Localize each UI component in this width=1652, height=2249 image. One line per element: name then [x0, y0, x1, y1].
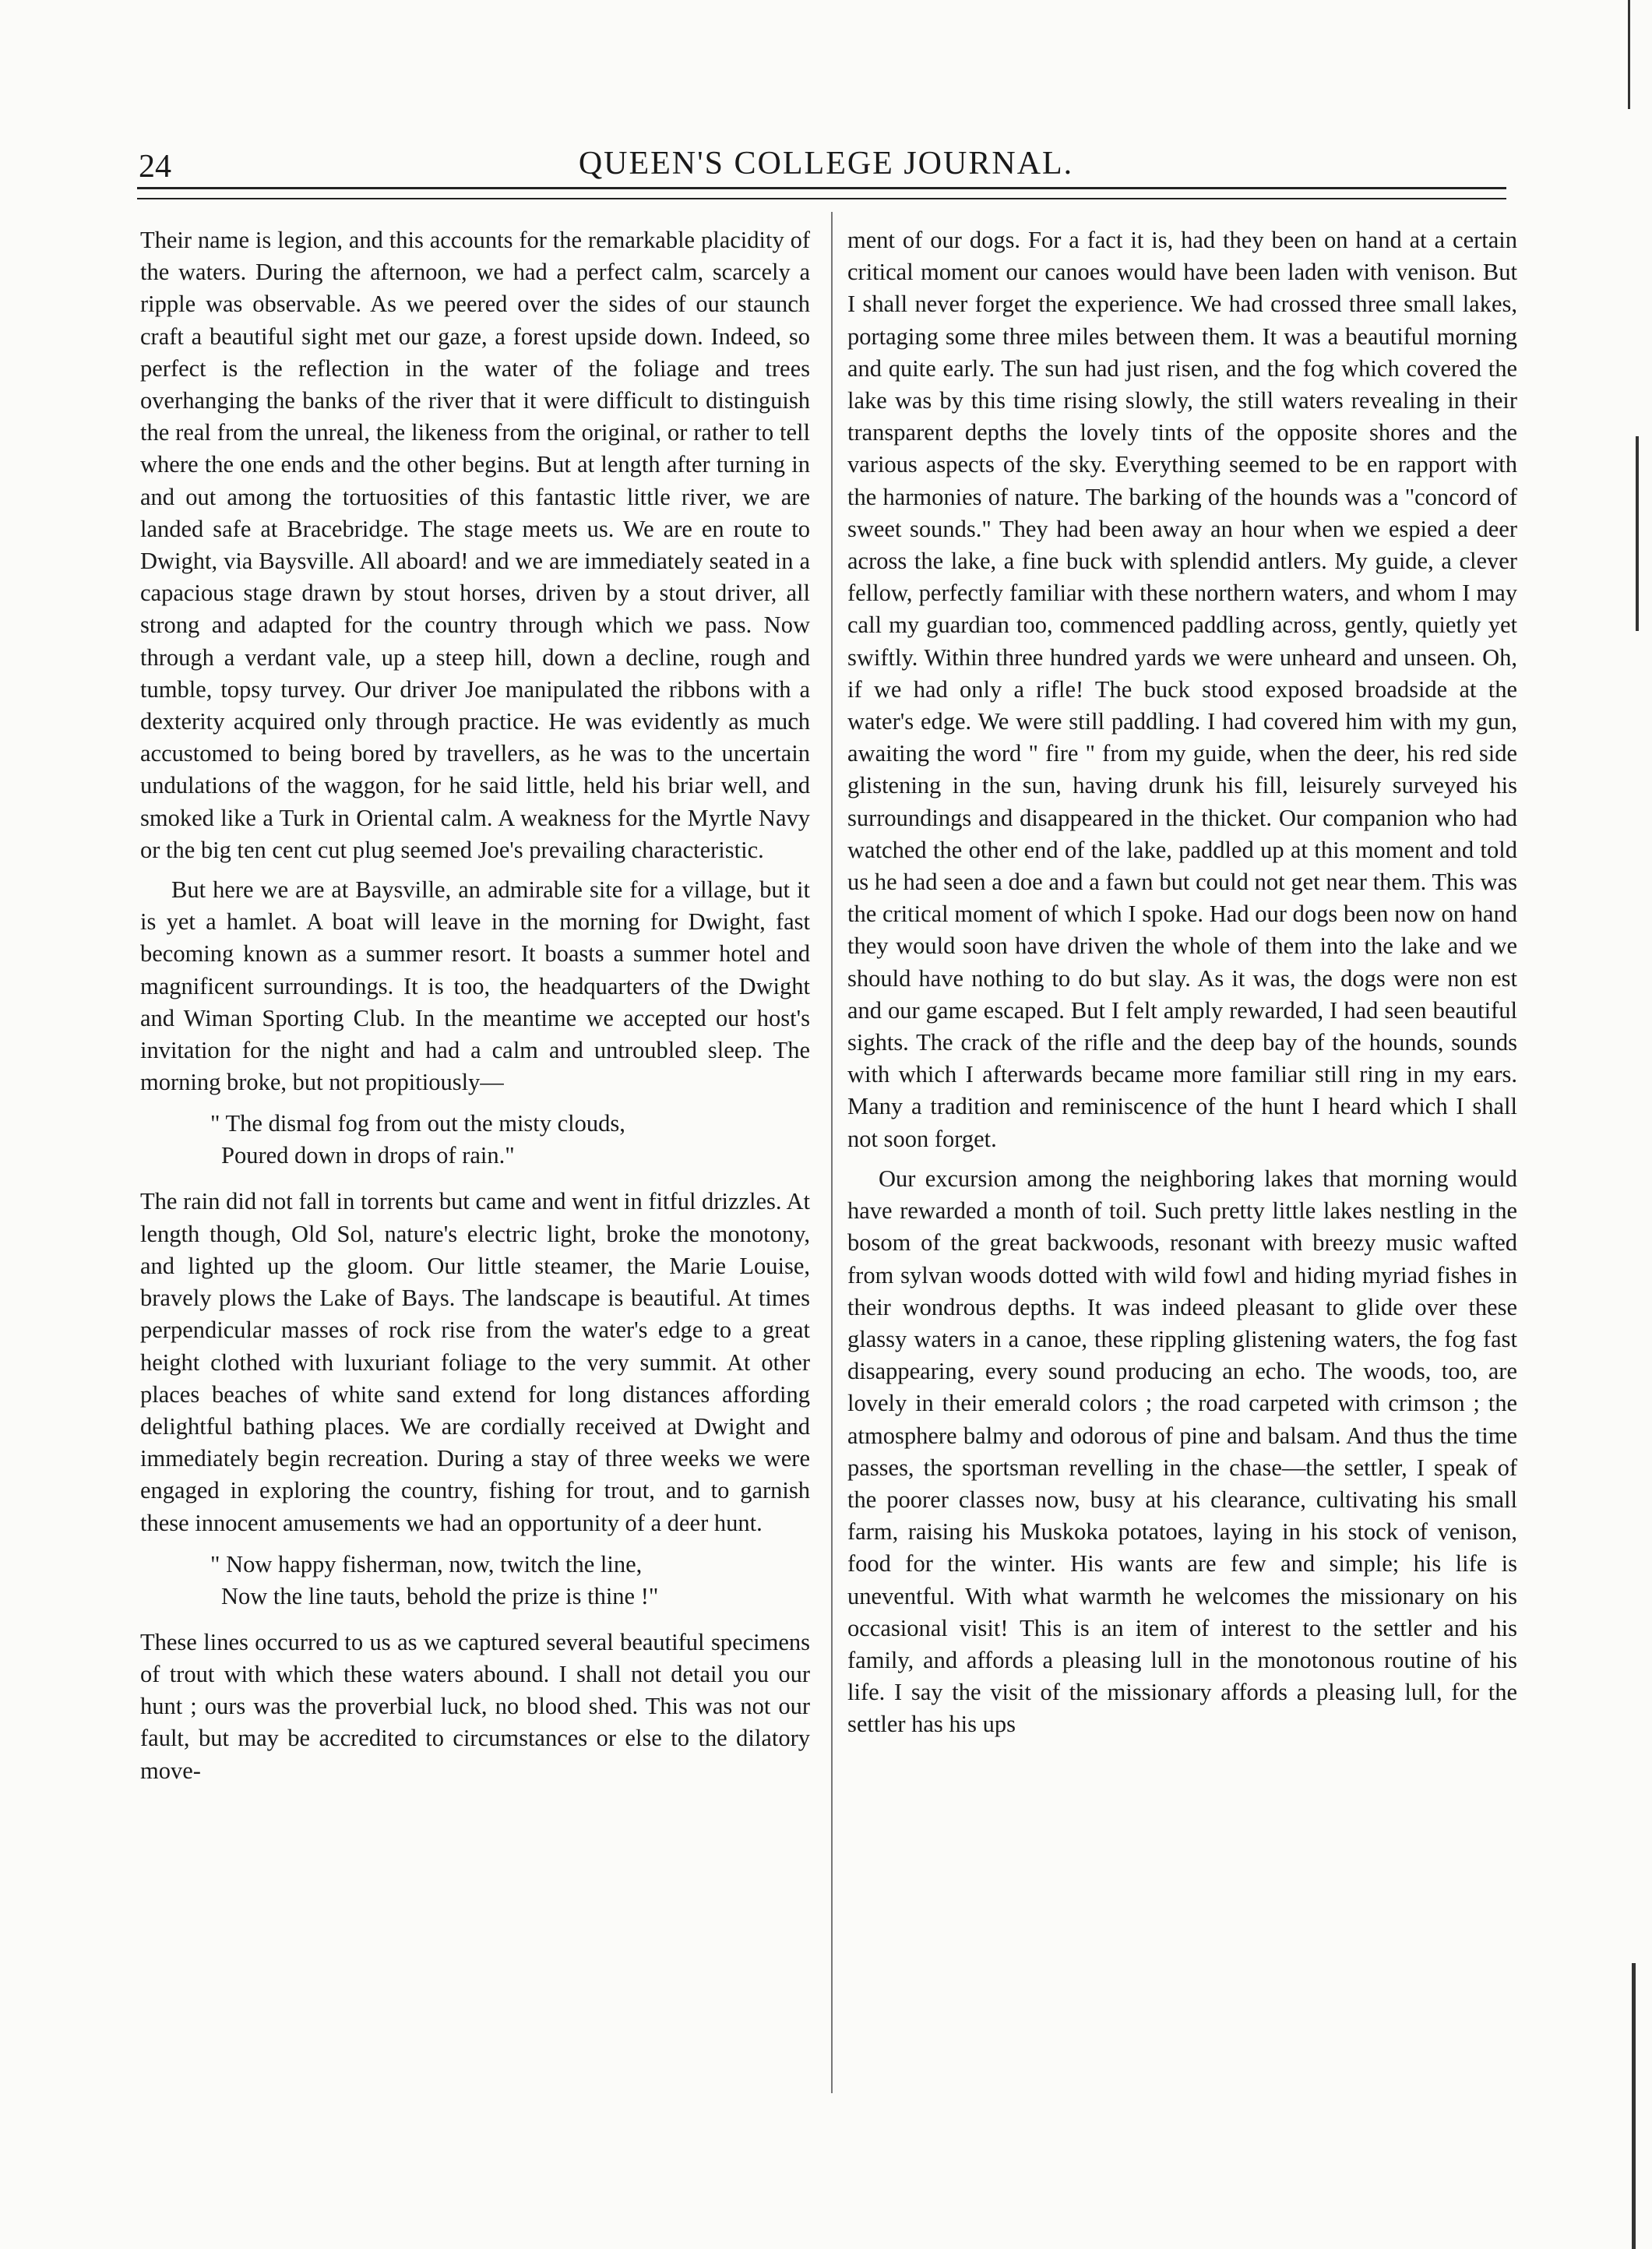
poem-quote: [140, 1108, 810, 1172]
paragraph: Their name is legion, and this accounts for the remarkable placidity of the waters. During the afternoon, we had a perfect calm, scarcely a ripple was observable. As we peered over the sides of our staunch craft a beautiful sight met our gaze, a forest upside down. Indeed, so perfect is the reflection in the water of the foliage and trees overhanging the banks of the river that it were difficult to distinguish the real from the unreal, the likeness from the original, or rather to tell where the one ends and the other begins. But at length after turning in and out among the tortuosities of this fantastic little river, we are landed safe at Bracebridge. The stage meets us. We are en route to Dwight, via Baysville. All aboard! and we are immediately seated in a capacious stage drawn by stout horses, driven by a stout driver, all strong and adapted for the country through which we pass. Now through a verdant vale, up a steep hill, down a decline, rough and tumble, topsy turvey. Our driver Joe manipulated the ribbons with a dexterity acquired only through practice. He was evidently as much accustomed to being bored by travellers, as he was to the uncertain undulations of the waggon, for he said little, held his briar well, and smoked like a Turk in Oriental calm. A weakness for the Myrtle Navy or the big ten cent cut plug seemed Joe's prevailing characteristic.: [140, 227, 810, 863]
column-divider: [831, 212, 833, 2093]
paragraph: ment of our dogs. For a fact it is, had they been on hand at a certain critical moment our canoes would have been laden with venison. But I shall never forget the experience. We had crossed three small lakes, portaging some three miles between them. It was a beautiful morning and quite early. The sun had just risen, and the fog which covered the lake was by this time rising slowly, the still waters revealing in their transparent depths the lovely tints of the opposite shores and the various aspects of the sky. Everything seemed to be en rapport with the harmonies of nature. The barking of the hounds was a "concord of sweet sounds." They had been away an hour when we espied a deer across the lake, a fine buck with splendid antlers. My guide, a clever fellow, perfectly familiar with these northern waters, and whom I may call my guardian too, commenced paddling across, gently, quietly yet swiftly. Within three hundred yards we were unheard and unseen. Oh, if we had only a rifle! The buck stood exposed broadside at the water's edge. We were still paddling. I had covered him with my gun, awaiting the word " fire " from my guide, when the deer, his red side glistening in the sun, having drunk his fill, leisurely surveyed his surroundings and disappeared in the thicket. Our companion who had watched the other end of the lake, paddled up at this moment and told us he had seen a doe and a fawn but could not get near them. This was the critical moment of which I spoke. Had our dogs been now on hand they would soon have driven the whole of them into the lake and we should have nothing to do but slay. As it was, the dogs were non est and our game escaped. But I felt amply rewarded, I had seen beautiful sights. The crack of the rifle and the deep bay of the hounds, sounds with which I afterwards became more familiar still ring in my ears. Many a tradition and reminiscence of the hunt I heard which I shall not soon forget.: [847, 227, 1517, 1152]
journal-title: QUEEN'S COLLEGE JOURNAL.: [578, 146, 1074, 182]
poem-line: " Now happy fisherman, now, twitch the line,: [210, 1550, 643, 1577]
right-column: [847, 224, 1517, 1741]
paragraph: Our excursion among the neighboring lakes that morning would have rewarded a month of toil. Such pretty little lakes nestling in the bosom of the great backwoods, resonant with breezy music wafted from sylvan woods dotted with wild fowl and hiding myriad fishes in their wondrous depths. It was indeed pleasant to glide over these glassy waters in a canoe, these rippling glistening waters, the fog fast disappearing, every sound producing an echo. The woods, too, are lovely in their emerald colors ; the road carpeted with crimson ; the atmosphere balmy and odorous of pine and balsam. And thus the time passes, the sportsman revelling in the chase—the settler, I speak of the poorer classes now, busy at his clearance, cultivating his small farm, raising his Muskoka potatoes, laying in his stock of venison, food for the winter. His wants are few and simple; his life is uneventful. With what warmth he welcomes the missionary on his occasional visit! This is an item of interest to the settler and his family, and affords a pleasing lull in the monotonous routine of his life. I say the visit of the missionary affords a pleasing lull, for the settler has his ups: [847, 1165, 1517, 1738]
poem-line: Now the line tauts, behold the prize is thine !": [221, 1582, 659, 1609]
paragraph: These lines occurred to us as we captured several beautiful specimens of trout with which these waters abound. I shall not detail you our hunt ; ours was the proverbial luck, no blood shed. This was not our fault, but may be accredited to circumstances or else to the dilatory move-: [140, 1628, 810, 1784]
poem-line: " The dismal fog from out the misty clouds,: [210, 1110, 625, 1137]
header-rule-thick: [137, 187, 1506, 189]
scan-edge-mark: [1632, 1963, 1636, 2249]
scan-edge-mark: [1636, 436, 1639, 631]
header-rule-thin: [137, 198, 1506, 199]
poem-line: Poured down in drops of rain.": [221, 1142, 515, 1169]
scan-edge-mark: [1628, 0, 1630, 109]
left-column: [140, 224, 810, 1787]
page-number: 24: [139, 149, 171, 185]
paragraph: The rain did not fall in torrents but came and went in fitful drizzles. At length though, Old Sol, nature's electric light, broke the monotony, and lighted up the gloom. Our little steamer, the Marie Louise, bravely plows the Lake of Bays. The landscape is beautiful. At times perpendicular masses of rock rise from the water's edge to a great height clothed with luxuriant foliage to the very summit. At other places beaches of white sand extend for long distances affording delightful bathing places. We are cordially received at Dwight and immediately begin recreation. During a stay of three weeks we were engaged in exploring the country, fishing for trout, and to garnish these innocent amusements we had an opportunity of a deer hunt.: [140, 1188, 810, 1536]
poem-quote: [140, 1549, 810, 1613]
paragraph: But here we are at Baysville, an admirable site for a village, but it is yet a hamlet. A boat will leave in the morning for Dwight, fast becoming known as a summer resort. It boasts a summer hotel and magnificent surroundings. It is too, the headquarters of the Dwight and Wiman Sporting Club. In the meantime we accepted our host's invitation for the night and had a calm and untroubled sleep. The morning broke, but not propitiously—: [140, 876, 810, 1096]
